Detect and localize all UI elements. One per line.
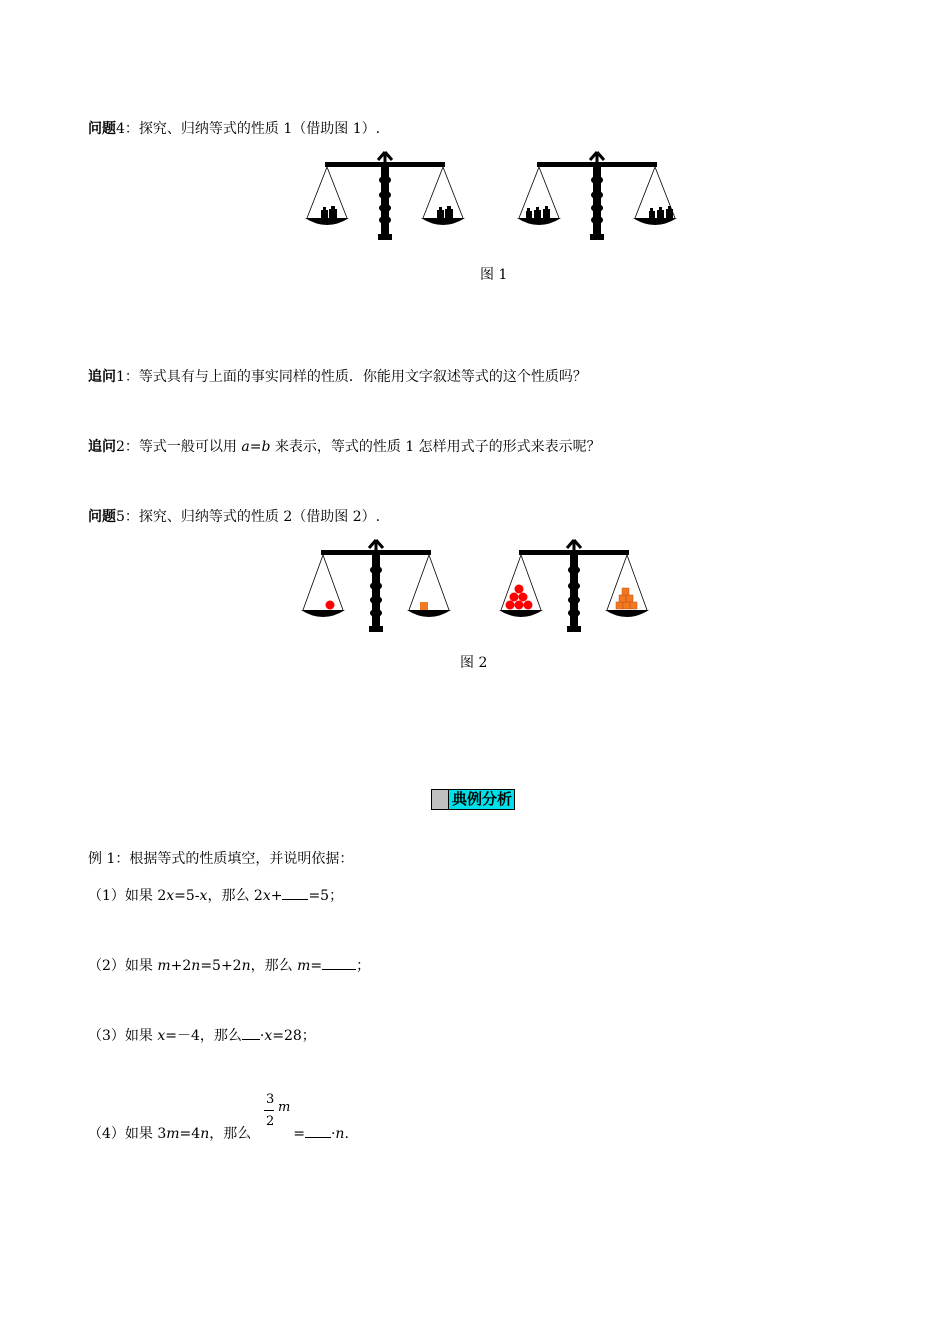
question-5-label: 问题 [88, 509, 116, 525]
item-4-part: . [344, 1126, 349, 1142]
fraction-numerator: 3 [266, 1092, 275, 1107]
answer-blank-1[interactable] [282, 885, 308, 900]
item-2-part: +2 [170, 958, 192, 974]
var-b: b [261, 439, 271, 455]
item-4-part: · [330, 1126, 336, 1142]
item-3-part: · [259, 1028, 265, 1044]
example-1-title: 例 1：根据等式的性质填空，并说明依据： [88, 851, 354, 867]
equals-sign: = [249, 439, 262, 455]
var-x: x [157, 1028, 166, 1044]
ball [326, 601, 335, 610]
var-m: m [166, 1126, 180, 1142]
answer-blank-2[interactable] [322, 955, 356, 970]
question-5 [88, 508, 380, 526]
var-m: m [157, 958, 171, 974]
var-n: n [241, 958, 251, 974]
figure-1-scales [300, 150, 690, 245]
answer-blank-3[interactable] [242, 1025, 260, 1040]
section-title [431, 789, 515, 810]
question-5-text: 5：探究、归纳等式的性质 2（借助图 2）. [116, 509, 381, 525]
item-3-part: =－4，那么 [165, 1028, 242, 1044]
blocks-group [616, 588, 637, 609]
followup-2-label: 追问 [88, 439, 116, 455]
item-1-part: ，那么 2 [207, 888, 263, 904]
item-4-part: （4）如果 3 [88, 1126, 167, 1142]
var-n: n [200, 1126, 210, 1142]
item-3-part: =28； [272, 1028, 316, 1044]
var-n: n [335, 1126, 345, 1142]
item-4-part: ，那么 [209, 1126, 252, 1142]
var-x: x [199, 888, 208, 904]
figure-2-scales [296, 538, 676, 638]
fraction-3-2-m [262, 1092, 302, 1142]
followup-1-text: 1：等式具有与上面的事实同样的性质．你能用文字叙述等式的这个性质吗？ [116, 369, 587, 385]
question-4-label: 问题 [88, 121, 116, 137]
followup-1-label: 追问 [88, 369, 116, 385]
figure-1-caption: 图 1 [480, 267, 508, 283]
followup-2-pre: 2：等式一般可以用 [116, 439, 242, 455]
followup-2 [88, 438, 601, 456]
var-x: x [166, 888, 175, 904]
example-1-item-4 [88, 1123, 349, 1143]
followup-1 [88, 368, 587, 386]
answer-blank-4[interactable] [305, 1123, 331, 1138]
fraction-denominator: 2 [266, 1114, 275, 1129]
example-1-item-3 [88, 1025, 316, 1045]
item-1-part: （1）如果 2 [88, 888, 167, 904]
question-4-text: 4：探究、归纳等式的性质 1（借助图 1）. [116, 121, 381, 137]
var-n: n [191, 958, 201, 974]
item-2-part: ，那么 [250, 958, 298, 974]
example-1-item-2 [88, 955, 370, 975]
item-1-part: =5- [174, 888, 200, 904]
example-1-item-1 [88, 885, 343, 905]
item-2-part: （2）如果 [88, 958, 158, 974]
followup-2-post: 来表示，等式的性质 1 怎样用式子的形式来表示呢？ [270, 439, 601, 455]
block [420, 602, 428, 610]
item-1-part: + [270, 888, 283, 904]
item-2-part: = [310, 958, 323, 974]
section-title-text: 典例分析 [452, 790, 513, 808]
var-m: m [297, 958, 311, 974]
question-4 [88, 120, 380, 138]
var-x: x [264, 1028, 273, 1044]
item-3-part: （3）如果 [88, 1028, 158, 1044]
var-m: m [278, 1100, 291, 1115]
item-2-part: =5+2 [200, 958, 242, 974]
item-1-part: =5； [308, 888, 344, 904]
var-x: x [262, 888, 271, 904]
var-a: a [241, 439, 250, 455]
fraction-bar [264, 1110, 274, 1111]
section-marker [432, 790, 449, 809]
item-2-part: ； [356, 958, 371, 974]
item-4-part: = [293, 1126, 305, 1142]
balls-group [506, 585, 533, 610]
item-4-part: =4 [179, 1126, 201, 1142]
figure-2-caption: 图 2 [460, 655, 488, 671]
